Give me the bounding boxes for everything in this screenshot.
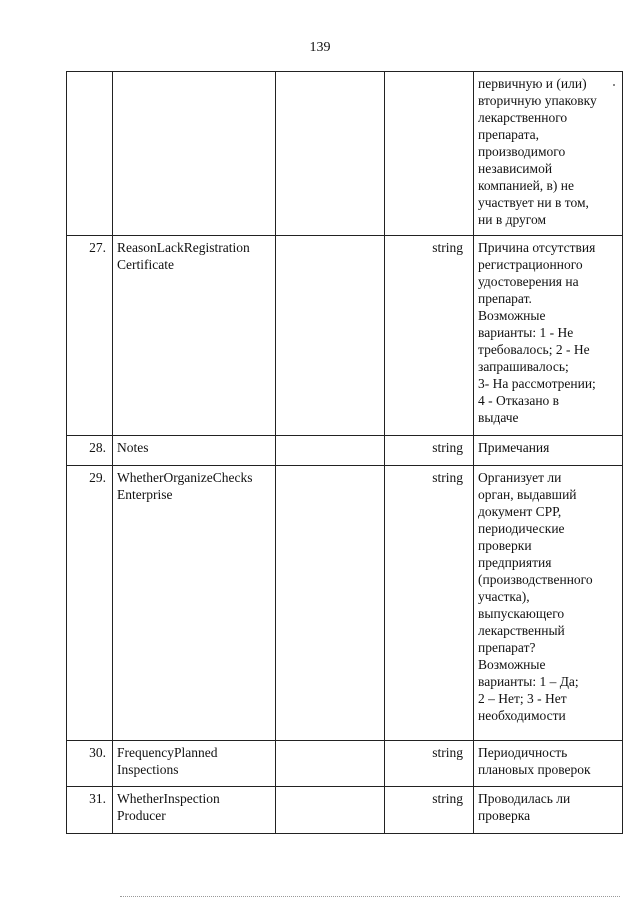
- table-row: [67, 741, 623, 787]
- description-line: Причина отсутствия: [478, 240, 596, 255]
- description-line: запрашивалось;: [478, 359, 569, 374]
- description-line: Периодичность: [478, 745, 568, 760]
- row-number: 31.: [67, 787, 113, 834]
- field-type-cell: [385, 72, 474, 236]
- description-line: препарат?: [478, 640, 536, 655]
- description-line: периодические: [478, 521, 565, 536]
- scan-edge-line: [120, 896, 620, 897]
- description-line: проверка: [478, 808, 531, 823]
- scan-speck: [613, 84, 615, 86]
- field-name-line: WhetherInspection: [117, 791, 220, 806]
- description-line: лекарственного: [478, 110, 568, 125]
- row-number: 28.: [67, 436, 113, 466]
- row-number: 29.: [67, 466, 113, 741]
- description-line: Проводилась ли: [478, 791, 571, 806]
- description-line: орган, выдавший: [478, 487, 577, 502]
- field-name-line: Notes: [117, 440, 149, 455]
- description-line: (производственного: [478, 572, 593, 587]
- description-line: 4 - Отказано в: [478, 393, 560, 408]
- description-line: 3- На рассмотрении;: [478, 376, 596, 391]
- description-line: участка),: [478, 589, 530, 604]
- description-line: плановых проверок: [478, 762, 591, 777]
- description-line: варианты: 1 - Не: [478, 325, 574, 340]
- description-line: участвует ни в том,: [478, 195, 589, 210]
- row-number: [67, 72, 113, 236]
- field-type-cell: string: [385, 466, 474, 741]
- fields-table: [66, 71, 623, 834]
- description-line: препарат.: [478, 291, 532, 306]
- description-line: Возможные: [478, 657, 546, 672]
- description-line: Примечания: [478, 440, 550, 455]
- description-line: проверки: [478, 538, 532, 553]
- field-type-cell: string: [385, 787, 474, 834]
- description-line: выпускающего: [478, 606, 565, 621]
- field-name-line: Certificate: [117, 257, 174, 272]
- description-line: лекарственный: [478, 623, 565, 638]
- description-line: вторичную упаковку: [478, 93, 597, 108]
- empty-cell: [276, 466, 385, 741]
- field-description-cell: [474, 466, 623, 741]
- field-name-line: WhetherOrganizeChecks: [117, 470, 253, 485]
- table-row: [67, 236, 623, 436]
- description-line: выдаче: [478, 410, 519, 425]
- description-line: 2 – Нет; 3 - Нет: [478, 691, 567, 706]
- field-name-line: FrequencyPlanned: [117, 745, 218, 760]
- description-line: препарата,: [478, 127, 540, 142]
- field-description-cell: [474, 436, 623, 466]
- table-row: [67, 787, 623, 834]
- description-line: первичную и (или): [478, 76, 587, 91]
- table-row: [67, 436, 623, 466]
- field-name-cell: [113, 787, 276, 834]
- field-description-cell: [474, 236, 623, 436]
- description-line: удостоверения на: [478, 274, 579, 289]
- row-number: 27.: [67, 236, 113, 436]
- page-number: 139: [309, 40, 331, 55]
- description-line: регистрационного: [478, 257, 583, 272]
- description-line: документ СРР,: [478, 504, 562, 519]
- field-name-cell: [113, 236, 276, 436]
- description-line: требовалось; 2 - Не: [478, 342, 590, 357]
- description-line: варианты: 1 – Да;: [478, 674, 579, 689]
- description-line: ни в другом: [478, 212, 547, 227]
- field-type-cell: string: [385, 741, 474, 787]
- field-name-line: ReasonLackRegistration: [117, 240, 250, 255]
- field-name-cell: [113, 741, 276, 787]
- field-description-cell: [474, 787, 623, 834]
- empty-cell: [276, 236, 385, 436]
- empty-cell: [276, 436, 385, 466]
- description-line: необходимости: [478, 708, 566, 723]
- field-name-cell: [113, 436, 276, 466]
- field-name-line: Enterprise: [117, 487, 173, 502]
- field-description-cell: [474, 72, 623, 236]
- field-name-line: Producer: [117, 808, 166, 823]
- field-type-cell: string: [385, 236, 474, 436]
- empty-cell: [276, 741, 385, 787]
- description-line: Возможные: [478, 308, 546, 323]
- description-line: Организует ли: [478, 470, 562, 485]
- description-line: предприятия: [478, 555, 552, 570]
- description-line: компанией, в) не: [478, 178, 575, 193]
- empty-cell: [276, 72, 385, 236]
- field-description-cell: [474, 741, 623, 787]
- description-line: производимого: [478, 144, 566, 159]
- field-name-cell: [113, 466, 276, 741]
- table-row: [67, 72, 623, 236]
- row-number: 30.: [67, 741, 113, 787]
- field-type-cell: string: [385, 436, 474, 466]
- field-name-line: Inspections: [117, 762, 179, 777]
- table-row: [67, 466, 623, 741]
- empty-cell: [276, 787, 385, 834]
- field-name-cell: [113, 72, 276, 236]
- description-line: независимой: [478, 161, 553, 176]
